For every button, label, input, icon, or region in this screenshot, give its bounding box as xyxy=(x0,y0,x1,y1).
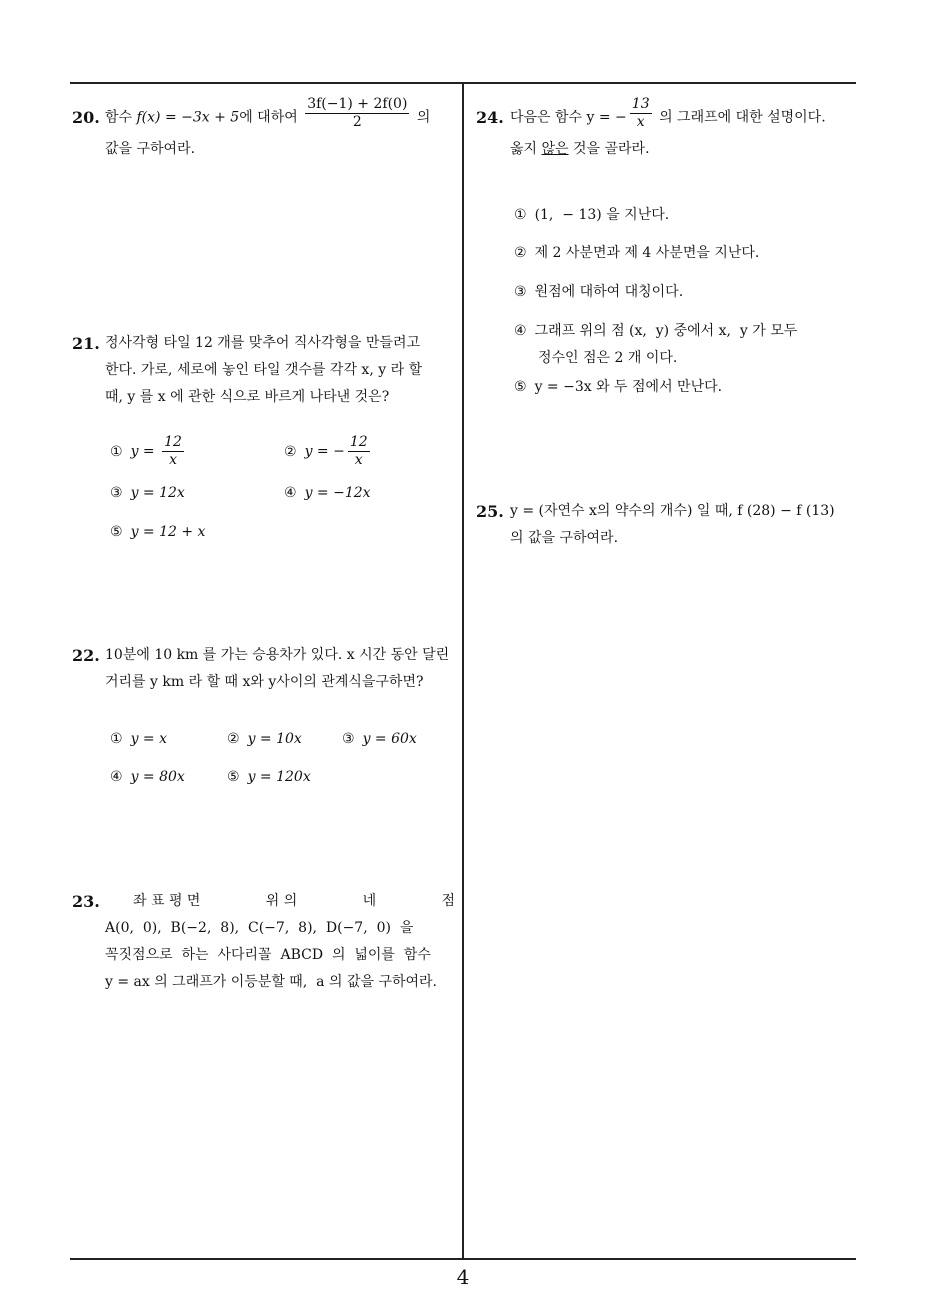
question-text-line: 값을 구하여라. xyxy=(105,140,196,157)
question-text-line: 옳지 않은 것을 골라라. xyxy=(510,140,650,157)
question-text-line: y = ax 의 그래프가 이등분할 때, a 의 값을 구하여라. xyxy=(105,974,437,990)
question-number: 25. xyxy=(476,502,504,521)
fraction: $\frac{12}{x}$ xyxy=(349,434,368,468)
question-text-line: 한다. 가로, 세로에 놓인 타일 갯수를 각각 x, y 라 할 xyxy=(105,362,423,378)
answer-option-2[interactable]: ② y = 10x xyxy=(227,731,302,747)
answer-option-3[interactable]: ③ 원점에 대하여 대칭이다. xyxy=(514,284,684,300)
answer-option-1[interactable]: ① y = x xyxy=(110,731,167,747)
answer-option-2[interactable]: ② 제 2 사분면과 제 4 사분면을 지난다. xyxy=(514,245,760,261)
answer-option-5[interactable]: ⑤ y = −3x 와 두 점에서 만난다. xyxy=(514,379,723,395)
answer-option-5[interactable]: ⑤ y = 120x xyxy=(227,769,311,785)
answer-option-3[interactable]: ③ y = 12x xyxy=(110,485,185,501)
question-text-line: 의 값을 구하여라. xyxy=(510,530,619,546)
question-text-line: 다음은 함수 y = − $\frac{13}{x}$ 의 그래프에 대한 설명이다. xyxy=(510,96,826,130)
question-text-line: 거리를 y km 라 할 때 x와 y사이의 관계식을구하면? xyxy=(105,674,424,690)
question-text-line: A(0, 0), B(−2, 8), C(−7, 8), D(−7, 0) 을 xyxy=(105,920,414,936)
fraction: $\frac{13}{x}$ xyxy=(631,96,650,130)
answer-option-1[interactable]: ① y = $\frac{12}{x}$ xyxy=(110,434,182,468)
answer-option-3[interactable]: ③ y = 60x xyxy=(342,731,417,747)
question-text-line: 10분에 10 km 를 가는 승용차가 있다. x 시간 동안 달린 xyxy=(105,647,450,663)
question-number: 20. xyxy=(72,108,100,127)
question-number: 21. xyxy=(72,334,100,353)
question-22 xyxy=(72,642,457,802)
question-text-line: 함수 f(x) = −3x + 5에 대하여 $\frac{3f(-1) + 2f(0)}{2}$ 의 xyxy=(105,96,431,130)
answer-option-5[interactable]: ⑤ y = 12 + x xyxy=(110,524,206,540)
question-number: 23. xyxy=(72,892,100,911)
question-number: 22. xyxy=(72,646,100,665)
column-divider xyxy=(462,82,464,1259)
answer-option-4[interactable]: ④ y = 80x xyxy=(110,769,185,785)
answer-option-4[interactable]: ④ 그래프 위의 점 (x, y) 중에서 x, y 가 모두 정수인 점은 2 개 이다. xyxy=(514,323,798,366)
page-number: 4 xyxy=(456,1265,470,1289)
question-text-line: 때, y 를 x 에 관한 식으로 바르게 나타낸 것은? xyxy=(105,389,390,405)
fraction: $\frac{12}{x}$ xyxy=(164,434,182,468)
question-number: 24. xyxy=(476,108,504,127)
bottom-rule xyxy=(70,1258,856,1260)
question-text-line: 좌 표 평 면 위 의 네 점 xyxy=(133,893,455,909)
question-21 xyxy=(72,330,457,550)
fraction: $\frac{3f(-1) + 2f(0)}{2}$ xyxy=(307,96,408,130)
question-text-line: y = (자연수 x의 약수의 개수) 일 때, f (28) − f (13) xyxy=(510,503,835,519)
question-text-line: 정사각형 타일 12 개를 맞추어 직사각형을 만들려고 xyxy=(105,335,420,351)
answer-option-2[interactable]: ② y = − $\frac{12}{x}$ xyxy=(284,434,368,468)
question-24 xyxy=(476,96,861,404)
answer-option-1[interactable]: ① (1, − 13) 을 지난다. xyxy=(514,207,670,223)
question-text-line: 꼭짓점으로 하는 사다리꼴 ABCD 의 넓이를 함수 xyxy=(105,947,431,963)
answer-option-4[interactable]: ④ y = −12x xyxy=(284,485,371,501)
